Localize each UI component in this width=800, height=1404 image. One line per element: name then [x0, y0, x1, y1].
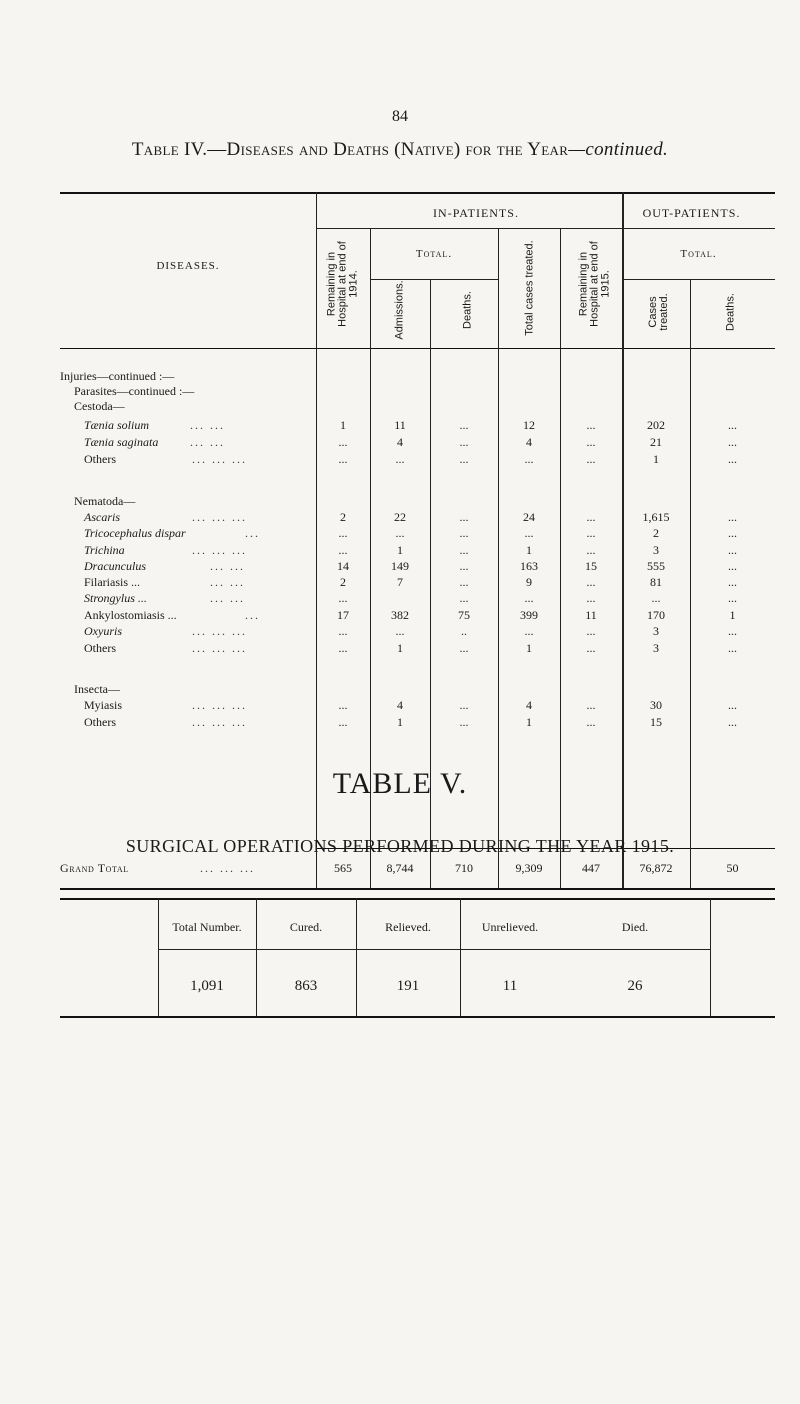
table-cell: 7 [397, 575, 403, 589]
table-cell: 3 [653, 641, 659, 655]
row-label: Tricocephalus dispar [84, 526, 186, 540]
relieved-header: Relieved. [385, 920, 431, 934]
row-label: Others [84, 641, 116, 655]
section-heading-row [60, 384, 775, 398]
table-cell: ... [728, 452, 737, 466]
table-cell: 1 [526, 543, 532, 557]
table-cell: ... [459, 435, 469, 449]
section-heading-row [60, 682, 775, 696]
table-iv-title-main: Table IV.—Diseases and Deaths (Native) for the Year [131, 139, 569, 160]
row-label: Injuries—continued :— [60, 369, 175, 383]
table-cell: ... [338, 624, 348, 638]
table-cell: 24 [523, 510, 535, 524]
grand-total-cell: 447 [582, 861, 600, 875]
cured-value: 863 [294, 978, 318, 994]
table-row [60, 543, 775, 557]
grand-total-cell: 710 [455, 861, 473, 875]
grand-total-cell: 50 [726, 861, 739, 875]
table-cell: ... [338, 698, 348, 712]
row-label: Tænia solium [84, 418, 150, 432]
table-cell: 1,615 [642, 510, 670, 524]
table-cell: ... [728, 435, 737, 449]
grand-total-cell: 8,744 [386, 861, 414, 875]
table-cell: ... [728, 543, 737, 557]
table-cell: 1 [729, 608, 736, 622]
table-row [60, 575, 775, 589]
table-cell: 3 [653, 624, 659, 638]
table-cell: 555 [647, 559, 665, 573]
table-cell: 9 [526, 575, 532, 589]
table-cell: ... [459, 698, 469, 712]
table-cell: ... [395, 526, 405, 540]
row-label: Others [84, 452, 116, 466]
table-cell: ... [586, 575, 596, 589]
leader-dots: ... ... [190, 435, 225, 449]
table-cell: ... [338, 526, 348, 540]
leader-dots: ... ... ... [192, 698, 247, 712]
table-cell: ... [728, 641, 737, 655]
table-iv-title [0, 139, 800, 161]
leader-dots: ... ... [210, 591, 245, 605]
table-cell: 21 [650, 435, 662, 449]
table-cell: ... [586, 698, 596, 712]
table-cell: ... [728, 715, 737, 729]
row-label: Myiasis [84, 698, 123, 712]
table-cell: ... [459, 543, 469, 557]
section-heading-row [60, 369, 775, 383]
table-cell: ... [338, 452, 348, 466]
table-row [60, 641, 775, 655]
table-row [60, 715, 775, 729]
table-cell: 15 [585, 559, 597, 573]
column-rule [256, 898, 257, 1016]
cases-treated-header [647, 293, 670, 331]
leader-dots: ... [245, 526, 260, 540]
table-cell: ... [338, 715, 348, 729]
leader-dots: ... ... ... [200, 861, 255, 875]
grand-total-cell: 76,872 [639, 861, 673, 875]
table-cell: ... [586, 624, 596, 638]
table-v-subtitle: SURGICAL OPERATIONS PERFORMED DURING THE YEAR 1915. [125, 836, 675, 856]
table-cell: ... [395, 452, 405, 466]
table-cell: ... [524, 452, 534, 466]
subheader-rule [316, 228, 775, 229]
remaining-1914-header-text: Remaining in Hospital at end of 1914. [325, 241, 360, 327]
table-cell: 1 [340, 418, 346, 432]
remaining-1915-header [577, 241, 612, 327]
relieved-value: 191 [396, 978, 420, 994]
table-cell: ... [586, 418, 596, 432]
column-rule [460, 898, 461, 1016]
cured-header: Cured. [289, 920, 323, 934]
row-label: Filariasis ... [84, 575, 140, 589]
table-cell: ... [459, 641, 469, 655]
unrelieved-value: 11 [502, 978, 518, 994]
table-bottom-rule [60, 888, 775, 890]
table-cell: ... [395, 624, 405, 638]
table-cell: 149 [391, 559, 409, 573]
section-heading-row [60, 494, 775, 508]
column-rule [158, 898, 159, 1016]
table-cell: 202 [647, 418, 665, 432]
row-label: Trichina [84, 543, 125, 557]
cases-treated-header-text: Cases treated. [647, 293, 670, 331]
table-cell: ... [459, 591, 469, 605]
table-row [60, 559, 775, 573]
table-cell: ... [586, 543, 596, 557]
table-top-rule [60, 192, 775, 194]
table-cell: 22 [394, 510, 406, 524]
table-cell: 1 [397, 715, 403, 729]
table-cell: 2 [340, 575, 346, 589]
table-v-top-rule [60, 898, 775, 900]
table-v [60, 898, 775, 1018]
table-cell: .. [461, 624, 467, 638]
leader-dots: ... ... ... [192, 452, 247, 466]
table-cell: 81 [650, 575, 662, 589]
table-cell: ... [728, 624, 737, 638]
row-label: Nematoda— [74, 494, 136, 508]
row-label: Parasites—continued :— [74, 384, 195, 398]
table-cell: ... [728, 526, 737, 540]
table-row [60, 510, 775, 524]
row-label: Cestoda— [74, 399, 125, 413]
table-cell: ... [338, 435, 348, 449]
table-cell: ... [459, 452, 469, 466]
deaths-out-header [724, 293, 737, 331]
table-row [60, 452, 775, 466]
out-patients-total-header: Total. [680, 248, 717, 260]
table-cell: 399 [520, 608, 538, 622]
subheader-rule [622, 279, 775, 280]
table-cell: 382 [391, 608, 409, 622]
table-cell: ... [338, 591, 348, 605]
grand-total-cell: 565 [334, 861, 352, 875]
subheader-rule [370, 279, 498, 280]
table-v-bottom-rule [60, 1016, 775, 1018]
table-cell: 12 [523, 418, 535, 432]
table-cell: 163 [520, 559, 538, 573]
table-cell: ... [459, 510, 469, 524]
grand-total-cell: 9,309 [515, 861, 543, 875]
diseases-header: DISEASES. [156, 260, 220, 272]
table-cell: ... [728, 575, 737, 589]
admissions-header [393, 280, 406, 340]
leader-dots: ... [245, 608, 260, 622]
table-cell: ... [586, 715, 596, 729]
table-cell: 11 [585, 608, 597, 622]
table-cell: 1 [526, 641, 532, 655]
table-cell: ... [728, 559, 737, 573]
total-number-header: Total Number. [172, 920, 242, 934]
table-cell: 3 [653, 543, 659, 557]
column-rule [710, 898, 711, 1016]
unrelieved-header: Unrelieved. [481, 920, 539, 934]
table-cell: ... [586, 435, 596, 449]
row-label: Tænia saginata [84, 435, 159, 449]
leader-dots: ... ... ... [192, 543, 247, 557]
leader-dots: ... ... ... [192, 624, 247, 638]
in-patients-total-header: Total. [415, 248, 453, 260]
deaths-out-header-text: Deaths. [724, 293, 737, 331]
leader-dots: ... ... ... [192, 510, 247, 524]
table-cell: 1 [397, 641, 403, 655]
table-cell: 170 [647, 608, 665, 622]
row-label: Others [84, 715, 116, 729]
deaths-in-header [461, 291, 474, 329]
died-header: Died. [621, 920, 649, 934]
table-cell: ... [586, 641, 596, 655]
table-cell: ... [524, 591, 534, 605]
table-row [60, 698, 775, 712]
leader-dots: ... ... ... [192, 641, 247, 655]
table-cell: ... [338, 543, 348, 557]
table-cell: ... [651, 591, 661, 605]
table-cell: ... [459, 715, 469, 729]
table-cell: ... [338, 641, 348, 655]
table-cell: ... [586, 526, 596, 540]
table-cell: ... [459, 559, 469, 573]
table-cell: ... [728, 591, 737, 605]
table-cell: 4 [526, 435, 532, 449]
table-row [60, 418, 775, 432]
table-cell: ... [728, 510, 737, 524]
table-cell: ... [586, 510, 596, 524]
table-cell: 1 [397, 543, 403, 557]
table-cell: ... [524, 624, 534, 638]
table-row [60, 526, 775, 540]
leader-dots: ... ... ... [192, 715, 247, 729]
row-label: Oxyuris [84, 624, 122, 638]
page-number: 84 [392, 108, 408, 125]
admissions-header-text: Admissions. [393, 280, 406, 340]
table-row [60, 608, 775, 622]
total-number-value: 1,091 [190, 978, 224, 994]
remaining-1914-header [325, 241, 360, 327]
table-cell: ... [586, 452, 596, 466]
header-bottom-rule [60, 348, 775, 349]
total-cases-treated-header [523, 240, 536, 336]
table-cell: 17 [337, 608, 349, 622]
table-v-header-rule [158, 949, 710, 950]
row-label: Ankylostomiasis ... [84, 608, 177, 622]
row-label: Dracunculus [84, 559, 146, 573]
table-cell: 2 [653, 526, 659, 540]
column-rule [356, 898, 357, 1016]
table-cell: ... [728, 418, 737, 432]
remaining-1915-header-text: Remaining in Hospital at end of 1915. [577, 241, 612, 327]
table-cell: 15 [650, 715, 662, 729]
in-patients-header: IN-PATIENTS. [433, 206, 519, 220]
deaths-in-header-text: Deaths. [461, 291, 474, 329]
total-cases-treated-header-text: Total cases treated. [523, 240, 536, 336]
grand-total-label: Grand Total [60, 861, 129, 875]
table-row [60, 591, 775, 605]
table-cell: 75 [458, 608, 470, 622]
table-v-title: TABLE V. [332, 767, 468, 800]
row-label: Ascaris [84, 510, 120, 524]
table-cell: ... [459, 418, 469, 432]
table-cell: 30 [650, 698, 662, 712]
died-value: 26 [627, 978, 643, 994]
table-row [60, 624, 775, 638]
table-cell: 1 [653, 452, 659, 466]
table-cell: 4 [397, 698, 403, 712]
table-cell: ... [459, 575, 469, 589]
table-cell: 2 [340, 510, 346, 524]
table-row [60, 435, 775, 449]
table-cell: ... [586, 591, 596, 605]
section-heading-row [60, 399, 775, 413]
table-cell: 1 [526, 715, 532, 729]
table-cell: ... [728, 698, 737, 712]
table-iv-title-continued: —continued. [568, 139, 669, 160]
table-cell: ... [459, 526, 469, 540]
table-cell: 14 [337, 559, 349, 573]
table-cell: ... [524, 526, 534, 540]
out-patients-header: OUT-PATIENTS. [642, 206, 741, 220]
leader-dots: ... ... [210, 575, 245, 589]
table-cell: 4 [397, 435, 403, 449]
leader-dots: ... ... [190, 418, 225, 432]
table-cell: 11 [394, 418, 406, 432]
grand-total-row [60, 861, 775, 875]
leader-dots: ... ... [210, 559, 245, 573]
row-label: Insecta— [74, 682, 120, 696]
table-cell: 4 [526, 698, 532, 712]
row-label: Strongylus ... [84, 591, 147, 605]
